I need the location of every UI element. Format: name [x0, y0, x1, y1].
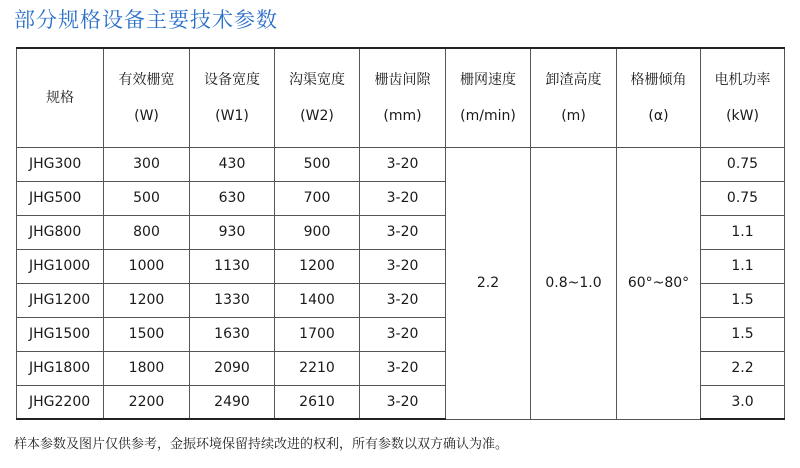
header-effective-width: 有效栅宽 (W) — [104, 48, 190, 147]
cell-motor-power: 1.1 — [701, 249, 785, 283]
table-header-row — [17, 48, 785, 147]
header-discharge-height: 卸渣高度 (m) — [531, 48, 617, 147]
cell-tooth-gap: 3-20 — [360, 351, 446, 385]
cell-model: JHG500 — [17, 181, 104, 215]
header-screen-speed: 栅网速度 (m/min) — [446, 48, 531, 147]
cell-screen-speed-merged: 2.2 — [446, 147, 531, 419]
cell-channel-width: 1200 — [275, 249, 360, 283]
cell-tooth-gap: 3-20 — [360, 283, 446, 317]
cell-channel-width: 2210 — [275, 351, 360, 385]
header-channel-width: 沟渠宽度 (W2) — [275, 48, 360, 147]
header-motor-power: 电机功率 (kW) — [701, 48, 785, 147]
cell-motor-power: 1.5 — [701, 317, 785, 351]
cell-effective-width: 1500 — [104, 317, 190, 351]
cell-tooth-gap: 3-20 — [360, 181, 446, 215]
cell-channel-width: 1400 — [275, 283, 360, 317]
cell-equipment-width: 1630 — [190, 317, 275, 351]
spec-table — [16, 47, 785, 420]
cell-grate-angle-merged: 60°~80° — [617, 147, 701, 419]
cell-model: JHG2200 — [17, 385, 104, 419]
cell-equipment-width: 1330 — [190, 283, 275, 317]
cell-equipment-width: 430 — [190, 147, 275, 181]
cell-equipment-width: 1130 — [190, 249, 275, 283]
cell-model: JHG800 — [17, 215, 104, 249]
cell-effective-width: 1200 — [104, 283, 190, 317]
cell-motor-power: 3.0 — [701, 385, 785, 419]
cell-effective-width: 1000 — [104, 249, 190, 283]
cell-tooth-gap: 3-20 — [360, 385, 446, 419]
cell-motor-power: 1.1 — [701, 215, 785, 249]
cell-equipment-width: 930 — [190, 215, 275, 249]
page-title: 部分规格设备主要技术参数 — [14, 8, 278, 32]
header-grate-angle: 格栅倾角 (α) — [617, 48, 701, 147]
cell-tooth-gap: 3-20 — [360, 249, 446, 283]
header-model: 规格 — [17, 48, 104, 147]
cell-discharge-height-merged: 0.8~1.0 — [531, 147, 617, 419]
cell-effective-width: 1800 — [104, 351, 190, 385]
cell-equipment-width: 2090 — [190, 351, 275, 385]
cell-model: JHG300 — [17, 147, 104, 181]
cell-tooth-gap: 3-20 — [360, 317, 446, 351]
cell-equipment-width: 630 — [190, 181, 275, 215]
cell-channel-width: 500 — [275, 147, 360, 181]
cell-model: JHG1000 — [17, 249, 104, 283]
cell-motor-power: 0.75 — [701, 147, 785, 181]
cell-effective-width: 500 — [104, 181, 190, 215]
cell-channel-width: 700 — [275, 181, 360, 215]
cell-effective-width: 300 — [104, 147, 190, 181]
cell-motor-power: 0.75 — [701, 181, 785, 215]
cell-channel-width: 2610 — [275, 385, 360, 419]
header-equipment-width: 设备宽度 (W1) — [190, 48, 275, 147]
cell-tooth-gap: 3-20 — [360, 215, 446, 249]
cell-model: JHG1200 — [17, 283, 104, 317]
cell-motor-power: 2.2 — [701, 351, 785, 385]
table-row — [17, 147, 785, 181]
cell-channel-width: 1700 — [275, 317, 360, 351]
footnote: 样本参数及图片仅供参考，金振环境保留持续改进的权利，所有参数以双方确认为准。 — [14, 437, 509, 452]
cell-effective-width: 2200 — [104, 385, 190, 419]
cell-tooth-gap: 3-20 — [360, 147, 446, 181]
header-tooth-gap: 栅齿间隙 (mm) — [360, 48, 446, 147]
cell-motor-power: 1.5 — [701, 283, 785, 317]
cell-channel-width: 900 — [275, 215, 360, 249]
cell-equipment-width: 2490 — [190, 385, 275, 419]
cell-model: JHG1500 — [17, 317, 104, 351]
cell-model: JHG1800 — [17, 351, 104, 385]
cell-effective-width: 800 — [104, 215, 190, 249]
